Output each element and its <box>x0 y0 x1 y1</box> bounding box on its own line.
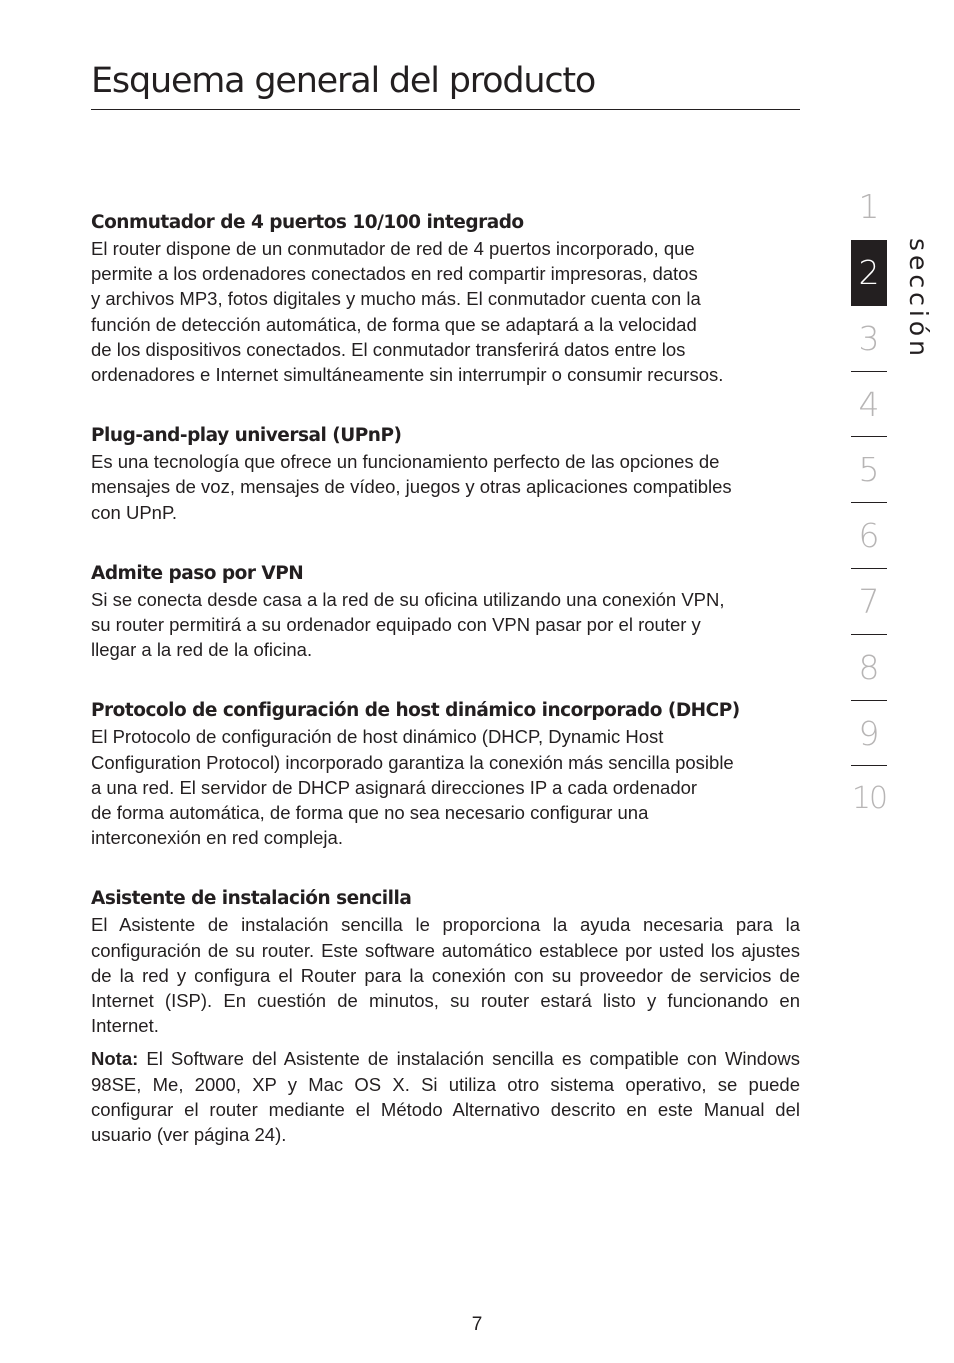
body-line: a una red. El servidor de DHCP asignará direcciones IP a cada ordenador <box>91 776 698 798</box>
section-heading: Protocolo de configuración de host dinámico incorporado (DHCP) <box>91 700 740 722</box>
section-nav-item-4: 4 <box>851 372 887 438</box>
body-line: y archivos MP3, fotos digitales y mucho más. El conmutador cuenta con la <box>91 288 701 310</box>
section-heading: Asistente de instalación sencilla <box>91 888 412 910</box>
section-heading: Admite paso por VPN <box>91 562 304 584</box>
body-line: de los dispositivos conectados. El conmutador transferirá datos entre los <box>91 338 686 360</box>
page-number: 7 <box>471 1314 483 1335</box>
body-line: Configuration Protocol) incorporado garantiza la conexión más sencilla posible <box>91 751 734 773</box>
section-nav-item-5: 5 <box>851 437 887 503</box>
body-line: El router dispone de un conmutador de red de 4 puertos incorporado, que <box>91 238 695 259</box>
body-line: de forma automática, de forma que no sea necesario configurar una <box>91 802 649 824</box>
body-line: con UPnP. <box>91 501 178 523</box>
section-heading: Conmutador de 4 puertos 10/100 integrado <box>91 212 524 233</box>
body-line: El Protocolo de configuración de host dinámico (DHCP, Dynamic Host <box>91 726 664 748</box>
body-line: Es una tecnología que ofrece un funcionamiento perfecto de las opciones de <box>91 451 720 473</box>
section-dhcp <box>91 698 800 850</box>
page-title: Esquema general del producto <box>91 61 596 101</box>
body-line: mensajes de voz, mensajes de vídeo, juegos y otras aplicaciones compatibles <box>91 476 732 498</box>
section-nav-item-10: 10 <box>851 781 887 817</box>
section-nav-item-7: 7 <box>851 569 887 635</box>
title-divider <box>91 109 800 110</box>
section-heading: Plug-and-play universal (UPnP) <box>91 425 402 447</box>
section-nav-item-8: 8 <box>851 635 887 701</box>
section-body <box>91 587 800 663</box>
section-nav-item-9: 9 <box>851 701 887 767</box>
section-nav <box>851 174 887 832</box>
body-line: interconexión en red compleja. <box>91 827 343 849</box>
note-text: El Software del Asistente de instalación sencilla es compatible con Windows 98SE, Me, 2000, XP y Mac OS X. Si utiliza otro sistema operativo, se puede configurar el router mediante el Método Alternativo descrito en este Manual del usuario (ver página 24). <box>91 1048 800 1146</box>
section-nav-item-6: 6 <box>851 503 887 569</box>
section-upnp <box>91 423 800 525</box>
section-switch <box>91 210 800 387</box>
section-label: sección <box>904 238 933 360</box>
section-body <box>91 724 800 850</box>
section-nav-item-3: 3 <box>851 306 887 372</box>
main-content <box>91 210 800 1183</box>
body-line: su router permitirá a su ordenador equipado con VPN pasar por el router y <box>91 614 701 636</box>
body-line: función de detección automática, de forma que se adaptará a la velocidad <box>91 313 697 335</box>
body-line: permite a los ordenadores conectados en red compartir impresoras, datos <box>91 263 698 285</box>
body-line: llegar a la red de la oficina. <box>91 639 313 661</box>
section-nav-item-2: 2 <box>851 240 887 306</box>
section-nav-item-1: 1 <box>858 187 880 226</box>
section-body <box>91 236 800 387</box>
note-paragraph <box>91 1046 800 1147</box>
section-vpn <box>91 561 800 663</box>
body-line: ordenadores e Internet simultáneamente sin interrumpir o consumir recursos. <box>91 364 724 386</box>
section-setup-assistant <box>91 886 800 1147</box>
body-line: Si se conecta desde casa a la red de su oficina utilizando una conexión VPN, <box>91 588 725 610</box>
section-body <box>91 449 800 525</box>
section-body: El Asistente de instalación sencilla le proporciona la ayuda necesaria para la configuración de su router. Este software automático establece por usted los ajustes de la red y configura el Router para la conexión con su proveedor de servicios de Internet (ISP). En cuestión de minutos, su router estará listo y funcionando en Internet. <box>91 914 800 1037</box>
note-label: Nota: <box>91 1048 139 1070</box>
